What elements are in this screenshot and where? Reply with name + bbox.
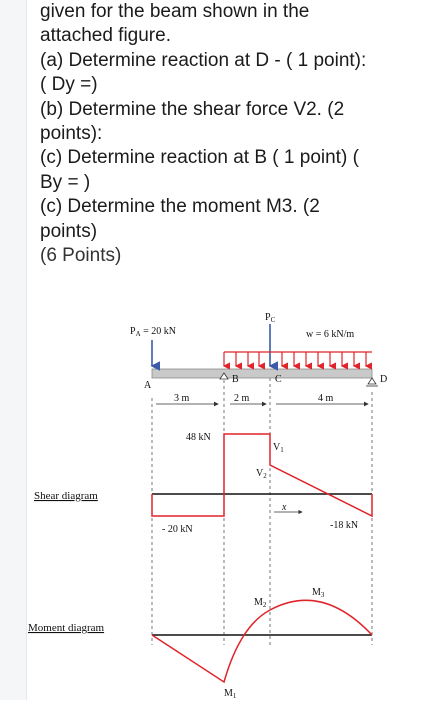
moment-diagram-title: Moment diagram bbox=[28, 622, 105, 634]
span-cd: 4 m bbox=[318, 393, 334, 404]
moment-m2: $M_2$ bbox=[254, 597, 267, 609]
beam bbox=[152, 369, 372, 378]
shear-v1: $V_1$ bbox=[273, 442, 284, 454]
moment-m1: $M_1$ bbox=[224, 688, 237, 700]
beam-diagram-svg bbox=[26, 300, 438, 700]
question-points: (6 Points) bbox=[40, 245, 122, 267]
dist-load-label: w = 6 kN/m bbox=[306, 329, 355, 340]
shear-minus20: - 20 kN bbox=[162, 524, 193, 535]
label-d: D bbox=[380, 374, 388, 385]
label-c: C bbox=[275, 374, 282, 385]
question-text bbox=[40, 0, 425, 268]
moment-curve bbox=[152, 600, 372, 682]
question-line: By = ) bbox=[40, 171, 91, 193]
question-line: points) bbox=[40, 220, 98, 242]
span-ab: 3 m bbox=[174, 393, 190, 404]
question-line: points): bbox=[40, 123, 103, 145]
shear-diagram-title: Shear diagram bbox=[34, 490, 98, 502]
shear-x: x bbox=[282, 502, 287, 513]
shear-minus18: -18 kN bbox=[330, 520, 359, 531]
moment-m3: $M_3$ bbox=[312, 587, 325, 599]
support-d-icon bbox=[368, 378, 376, 384]
shear-v2: $V_2$ bbox=[256, 468, 267, 480]
question-line: given for the beam shown in the bbox=[40, 1, 310, 22]
question-line: ( Dy =) bbox=[40, 74, 98, 96]
question-line: (b) Determine the shear force V2. (2 bbox=[40, 98, 345, 120]
question-line: (c) Determine reaction at B ( 1 point) ( bbox=[40, 147, 359, 169]
label-a: A bbox=[144, 380, 152, 391]
question-line: attached figure. bbox=[40, 25, 171, 47]
shear-48: 48 kN bbox=[186, 432, 211, 443]
question-line: (c) Determine the moment M3. (2 bbox=[40, 196, 320, 218]
beam-figure bbox=[26, 300, 438, 700]
label-b: B bbox=[232, 374, 239, 385]
question-line: (a) Determine reaction at D - ( 1 point): bbox=[40, 49, 367, 71]
span-bc: 2 m bbox=[234, 393, 250, 404]
left-panel-strip bbox=[0, 0, 26, 700]
load-pa-label: $P_A = 20$ kN bbox=[130, 326, 176, 338]
load-pc-label: $P_C$ bbox=[265, 312, 276, 324]
distributed-load bbox=[224, 352, 372, 366]
